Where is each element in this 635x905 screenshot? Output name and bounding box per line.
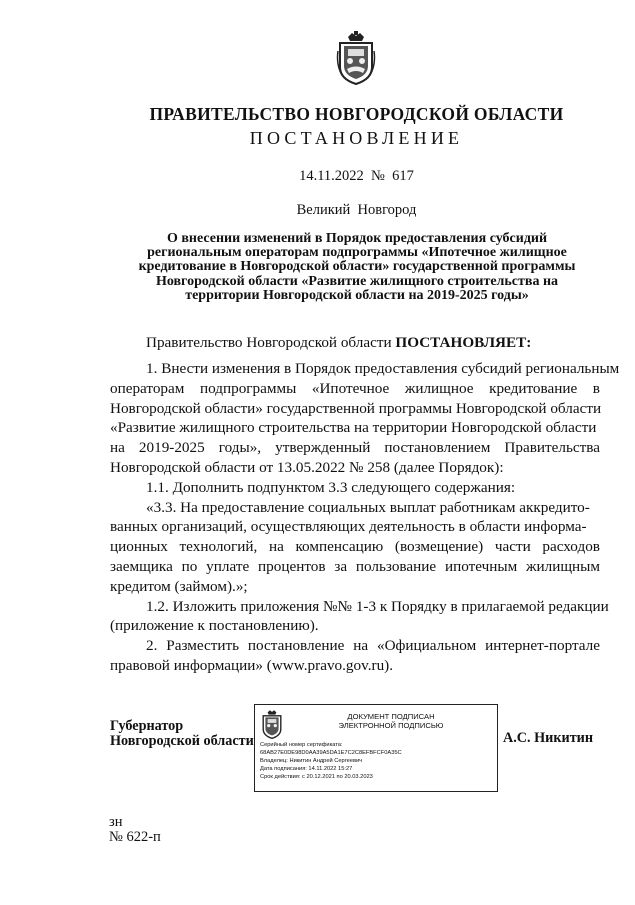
stamp-heading-line: ДОКУМЕНТ ПОДПИСАН xyxy=(347,712,435,721)
serial-number: 68AB27E0DE98D0AA39A5DA1E7C2C8EFBFCF0A35C xyxy=(260,750,402,756)
word: постановлением xyxy=(384,439,491,457)
word: по xyxy=(181,557,198,575)
validity-period: Срок действия: с 20.12.2021 по 20.03.2023 xyxy=(260,774,373,780)
signatory-position xyxy=(110,719,254,748)
word: подпрограммы xyxy=(199,379,297,397)
novgorod-coat-of-arms-icon xyxy=(261,709,283,739)
item2-line-justified xyxy=(110,636,600,656)
word: компенсацию xyxy=(295,538,384,556)
word: заемщика xyxy=(110,557,173,575)
word: утвержденный xyxy=(275,439,371,457)
electronic-signature-stamp xyxy=(254,704,498,792)
registration-number: № 622-п xyxy=(109,829,161,845)
word: 2. xyxy=(146,637,158,655)
intro-text: Правительство Новгородской области xyxy=(146,334,396,351)
footer-reference xyxy=(109,815,161,845)
document-title xyxy=(112,232,602,303)
word: процентов xyxy=(258,557,326,575)
word: жилищное xyxy=(404,379,474,397)
word: постановление xyxy=(247,637,345,655)
word: расходов xyxy=(542,538,600,556)
document-type: ПОСТАНОВЛЕНИЕ xyxy=(249,128,464,148)
word: (возмещение) xyxy=(394,538,484,556)
word: Разместить xyxy=(166,637,240,655)
item1-2-line: 1.2. Изложить приложения №№ 1-3 к Порядку в прилагаемой редакции xyxy=(146,597,609,615)
organization-name: ПРАВИТЕЛЬСТВО НОВГОРОДСКОЙ ОБЛАСТИ xyxy=(149,104,564,124)
word: операторам xyxy=(110,379,185,397)
intro-paragraph xyxy=(110,333,600,353)
date-and-number: 14.11.2022 № 617 xyxy=(299,168,414,184)
word: пользование xyxy=(355,557,437,575)
word: ипотечным xyxy=(444,557,518,575)
certificate-info xyxy=(260,741,402,781)
executor-initials: зн xyxy=(109,814,123,830)
quote-line: ванных организаций, осуществляющих деятельность в области информа- xyxy=(110,518,587,536)
word: уплате xyxy=(206,557,250,575)
stamp-heading-line: ЭЛЕКТРОННОЙ ПОДПИСЬЮ xyxy=(338,721,444,730)
item1-line: «Развитие жилищного строительства на территории Новгородской области xyxy=(110,419,597,437)
stamp-heading xyxy=(301,712,481,730)
word: кредитование xyxy=(489,379,578,397)
word: «Ипотечное xyxy=(311,379,390,397)
signing-date: Дата подписания: 14.11.2022 15:27 xyxy=(260,766,353,772)
certificate-owner: Владелец: Никитин Андрей Сергеевич xyxy=(260,758,363,764)
word: 2019-2025 xyxy=(138,439,205,457)
word: на xyxy=(110,439,125,457)
item1-1: 1.1. Дополнить подпунктом 3.3 следующего содержания: xyxy=(146,478,516,496)
quote-line-justified xyxy=(110,557,600,577)
quote-line-justified xyxy=(110,537,600,557)
item1-line: 1. Внести изменения в Порядок предоставления субсидий региональным xyxy=(146,360,620,377)
intro-bold: ПОСТАНОВЛЯЕТ: xyxy=(395,334,532,351)
quote-line: кредитом (займом).»; xyxy=(110,577,248,595)
title-line: территории Новгородской области на 2019-2025 годы» xyxy=(185,287,529,303)
word: в xyxy=(592,379,600,397)
word: на xyxy=(353,637,369,655)
title-line: региональным операторам подпрограммы «Ипотечное жилищное xyxy=(147,245,567,261)
city: Великий Новгород xyxy=(296,202,417,218)
item-1 xyxy=(110,359,620,676)
document-body xyxy=(110,333,600,353)
word: интернет-портале xyxy=(485,637,600,655)
word: части xyxy=(494,538,531,556)
signatory-name: А.С. Никитин xyxy=(503,730,594,746)
word: жилищным xyxy=(526,557,600,575)
word: годы», xyxy=(218,439,262,457)
word: на xyxy=(268,538,284,556)
word: «Официальном xyxy=(376,637,477,655)
item1-line: Новгородской области» государственной программы Новгородской области xyxy=(110,399,602,417)
title-line: Новгородской области «Развитие жилищного строительства на xyxy=(155,273,559,289)
position-line: Губернатор xyxy=(110,718,184,734)
item1-line-justified xyxy=(110,438,600,458)
word: технологий, xyxy=(179,538,258,556)
item2-line: правовой информации» (www.pravo.gov.ru). xyxy=(110,656,394,674)
serial-label: Серийный номер сертификата: xyxy=(260,742,343,748)
item1-2-line: (приложение к постановлению). xyxy=(110,617,319,635)
quote-line: «3.3. На предоставление социальных выплат работникам аккредито- xyxy=(146,498,590,516)
item1-line-justified xyxy=(110,379,600,399)
word: Правительства xyxy=(504,439,600,457)
word: за xyxy=(334,557,348,575)
title-line: кредитование в Новгородской области» государственной программы xyxy=(138,259,576,275)
novgorod-coat-of-arms-icon xyxy=(336,31,376,85)
word: ционных xyxy=(110,538,168,556)
title-line: О внесении изменений в Порядок предоставления субсидий xyxy=(166,231,548,246)
item1-line: Новгородской области от 13.05.2022 № 258 (далее Порядок): xyxy=(110,458,504,476)
position-line: Новгородской области xyxy=(110,732,254,749)
